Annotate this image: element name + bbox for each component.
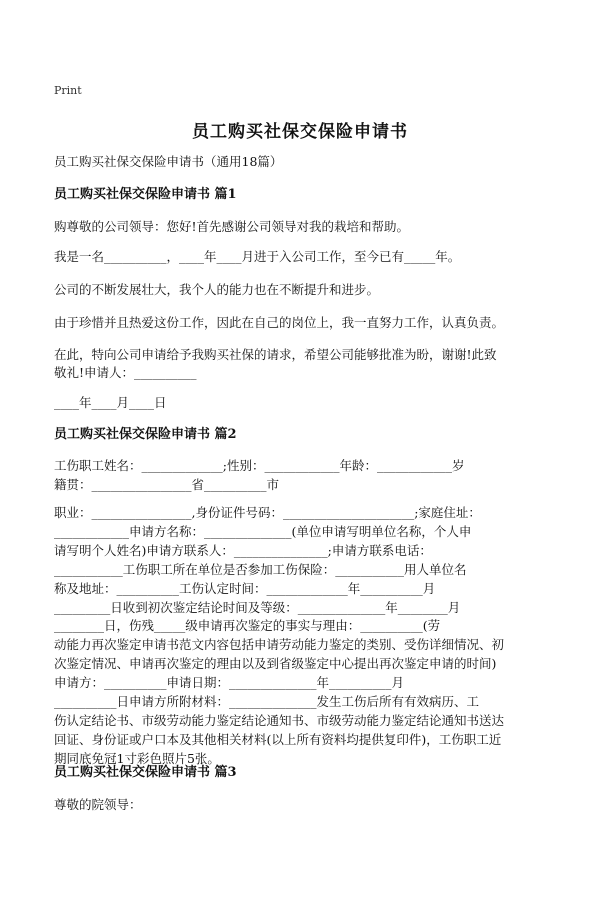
section-2-form-block-b [54, 504, 551, 769]
section-1-date: ____年____月____日 [54, 395, 167, 410]
form-line: ___________工伤职工所在单位是否参加工伤保险：___________用人单位名 [54, 561, 467, 577]
page-title: 员工购买社保交保险申请书 [192, 122, 408, 142]
section-1-paragraph: 由于珍惜并且热爱这份工作，因此在自己的岗位上，我一直努力工作，认真负责。 [54, 315, 505, 330]
form-line: 动能力再次鉴定申请书范文内容包括申请劳动能力鉴定的类别、受伤详细情况、初 [54, 637, 505, 653]
form-line: 工伤职工姓名：_____________;性别：____________年龄：____________岁 [54, 458, 465, 473]
section-1-paragraph: 在此，特向公司申请给予我购买社保的请求，希望公司能够批准为盼，谢谢!此致 [54, 347, 497, 362]
form-line: 称及地址：__________工伤认定时间：_____________年__________月 [54, 580, 436, 596]
form-line: ____________申请方名称：______________(单位申请写明单位名称，个人申 [54, 523, 472, 539]
subtitle: 员工购买社保交保险申请书（通用18篇） [54, 154, 283, 169]
section-1-paragraph: 我是一名__________，____年____月进于入公司工作，至今已有_____年。 [54, 249, 461, 264]
section-1-paragraph: 敬礼!申请人：__________ [54, 365, 197, 380]
form-line: 籍贯：________________省__________市 [54, 476, 280, 492]
form-line: 期同底免冠1寸彩色照片5张。 [54, 750, 220, 766]
form-line: 次鉴定情况、申请再次鉴定的理由以及到省级鉴定中心提出再次鉴定申请的时间) [54, 656, 497, 672]
section-3-paragraph: 尊敬的院领导： [54, 797, 142, 812]
form-line: 伤认定结论书、市级劳动能力鉴定结论通知书、市级劳动能力鉴定结论通知书送达 [54, 712, 505, 728]
section-1-heading: 员工购买社保交保险申请书 篇1 [54, 187, 237, 202]
form-line: 职业：________________,身份证件号码：_____________________;家庭住址： [54, 505, 481, 520]
form-line: 回证、身份证或户口本及其他相关材料(以上所有资料均提供复印件)，工伤职工近 [54, 731, 502, 747]
form-line: __________日申请方所附材料：______________发生工伤后所有有效病历、工 [54, 694, 480, 710]
section-3-heading: 员工购买社保交保险申请书 篇3 [54, 765, 237, 780]
section-1-paragraph: 公司的不断发展壮大，我个人的能力也在不断提升和进步。 [54, 282, 380, 297]
print-label: Print [54, 84, 82, 97]
form-line: 申请方：__________申请日期：______________年__________月 [54, 675, 405, 691]
form-line: _________日收到初次鉴定结论时间及等级：______________年________月 [54, 599, 461, 615]
section-2-form-block-a [54, 457, 551, 495]
form-line: ________日，伤残_____级申请再次鉴定的事实与理由：__________(劳 [54, 618, 441, 634]
section-2-heading: 员工购买社保交保险申请书 篇2 [54, 427, 237, 442]
form-line: 请写明个人姓名)申请方联系人：_______________;申请方联系电话： [54, 542, 432, 558]
section-1-paragraph: 购尊敬的公司领导：您好!首先感谢公司领导对我的栽培和帮助。 [54, 219, 410, 234]
